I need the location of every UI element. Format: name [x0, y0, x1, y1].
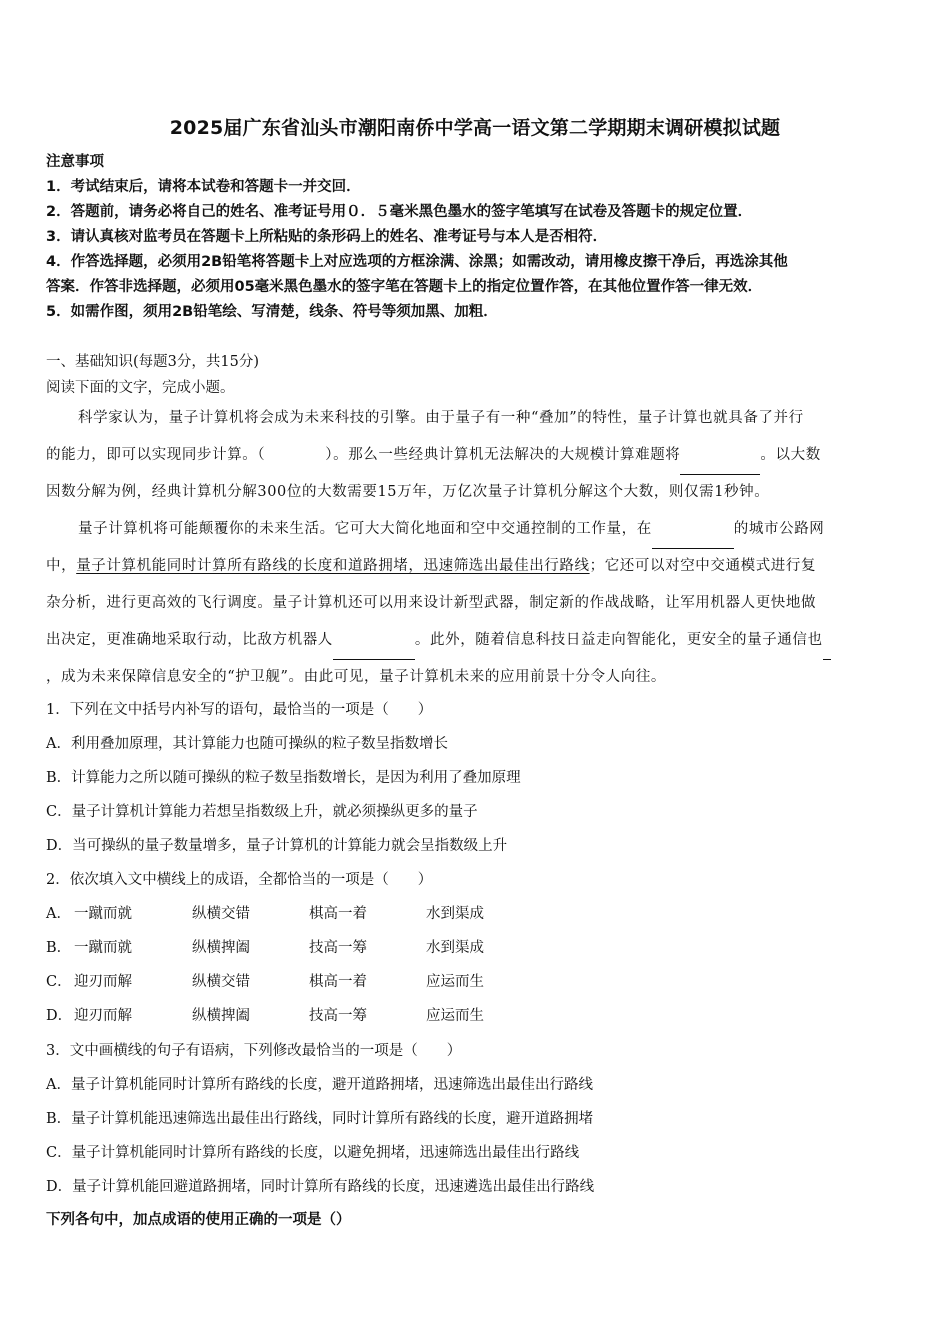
section-heading: 一、基础知识(每题3分，共15分) — [46, 354, 259, 370]
option-word: 纵横捭阖 — [192, 940, 250, 956]
option-label: A． — [46, 906, 71, 922]
fill-blank — [652, 511, 734, 549]
option-word: 纵横交错 — [192, 906, 250, 922]
option[interactable] — [46, 965, 906, 999]
page-title: 2025届广东省汕头市潮阳南侨中学高一语文第二学期期末调研模拟试题 — [169, 117, 781, 139]
question-2 — [46, 863, 906, 1033]
passage-line — [46, 437, 906, 474]
option[interactable]: B．计算能力之所以随可操纵的粒子数呈指数增长，是因为利用了叠加原理 — [46, 770, 521, 786]
passage-line — [46, 622, 906, 659]
question-3 — [46, 1034, 906, 1204]
passage-text: 中， — [46, 558, 77, 574]
question-stem: 1．下列在文中括号内补写的语句，最恰当的一项是（ ） — [46, 702, 433, 718]
option-label: B． — [46, 940, 72, 956]
option-word: 应运而生 — [426, 1008, 484, 1024]
fill-blank — [333, 622, 415, 660]
passage-text: 的城市公路网 — [733, 521, 825, 537]
option[interactable]: A．量子计算机能同时计算所有路线的长度，避开道路拥堵，迅速筛选出最佳出行路线 — [46, 1077, 593, 1093]
passage-line: ，成为未来保障信息安全的“护卫舰”。由此可见，量子计算机未来的应用前景十分令人向往。 — [46, 669, 667, 685]
passage-line: 科学家认为，量子计算机将会成为未来科技的引擎。由于量子有一种“叠加”的特性，量子计算也就具备了并行 — [78, 410, 804, 426]
option-word: 纵横交错 — [192, 974, 250, 990]
passage-text: 。此外，随着信息科技日益走向智能化，更安全的量子通信也 — [414, 632, 823, 648]
passage-text: 。以大数 — [760, 447, 821, 463]
fill-blank — [823, 622, 831, 660]
passage-line — [46, 548, 906, 585]
option-word: 水到渠成 — [426, 940, 484, 956]
notice-block — [46, 150, 906, 325]
option[interactable]: D．量子计算机能回避道路拥堵，同时计算所有路线的长度，迅速遴选出最佳出行路线 — [46, 1179, 595, 1195]
passage — [46, 400, 906, 696]
option-word: 迎刃而解 — [74, 974, 132, 990]
passage-line: 因数分解为例，经典计算机分解300位的大数需要15万年，万亿次量子计算机分解这个大数，则仅需1秒钟。 — [46, 484, 770, 500]
passage-text: 的能力，即可以实现同步计算。（ — [46, 447, 266, 463]
option-label: C． — [46, 974, 72, 990]
notice-item: 1．考试结束后，请将本试卷和答题卡一并交回． — [46, 179, 361, 195]
notice-item: 4．作答选择题，必须用2B铅笔将答题卡上对应选项的方框涂满、涂黑；如需改动，请用橡皮擦干净后，再选涂其他 — [46, 254, 788, 270]
question-1 — [46, 693, 906, 863]
option[interactable]: A．利用叠加原理，其计算能力也随可操纵的粒子数呈指数增长 — [46, 736, 448, 752]
passage-text: ；它还可以对空中交通模式进行复 — [589, 558, 817, 574]
option[interactable]: D．当可操纵的量子数量增多，量子计算机的计算能力就会呈指数级上升 — [46, 838, 508, 854]
question-stem: 3．文中画横线的句子有语病，下列修改最恰当的一项是（ ） — [46, 1043, 462, 1059]
option-word: 迎刃而解 — [74, 1008, 132, 1024]
option-word: 棋高一着 — [309, 906, 367, 922]
option[interactable]: B．量子计算机能迅速筛选出最佳出行路线，同时计算所有路线的长度，避开道路拥堵 — [46, 1111, 594, 1127]
passage-line — [46, 511, 906, 548]
fill-blank — [680, 437, 760, 475]
option[interactable]: C．量子计算机计算能力若想呈指数级上升，就必须操纵更多的量子 — [46, 804, 478, 820]
notice-item: 答案．作答非选择题，必须用05毫米黑色墨水的签字笔在答题卡上的指定位置作答，在其他位置作答一律无效． — [46, 279, 763, 295]
passage-line: 杂分析，进行更高效的飞行调度。量子计算机还可以用来设计新型武器，制定新的作战战略，让军用机器人更快地做 — [46, 595, 817, 611]
notice-heading: 注意事项 — [46, 154, 104, 170]
option-word: 技高一筹 — [309, 940, 367, 956]
option-word: 应运而生 — [426, 974, 484, 990]
underlined-sentence: 量子计算机能同时计算所有路线的长度和道路拥堵，迅速筛选出最佳出行路线 — [76, 558, 590, 574]
notice-item: 2．答题前，请务必将自己的姓名、准考证号用０．５毫米黑色墨水的签字笔填写在试卷及答题卡的规定位置． — [46, 204, 753, 220]
option[interactable] — [46, 931, 906, 965]
option-word: 棋高一着 — [309, 974, 367, 990]
passage-text: 出决定，更准确地采取行动，比敌方机器人 — [46, 632, 333, 648]
option[interactable] — [46, 999, 906, 1033]
option-label: D． — [46, 1008, 73, 1024]
passage-text: 量子计算机将可能颠覆你的未来生活。它可大大简化地面和空中交通控制的工作量，在 — [78, 521, 652, 537]
passage-text: ）。那么一些经典计算机无法解决的大规模计算难题将 — [325, 447, 681, 463]
question-stem: 2．依次填入文中横线上的成语，全都恰当的一项是（ ） — [46, 872, 433, 888]
option-word: 纵横捭阖 — [192, 1008, 250, 1024]
question-4-stem: 下列各句中，加点成语的使用正确的一项是（） — [46, 1212, 351, 1228]
notice-item: 3．请认真核对监考员在答题卡上所粘贴的条形码上的姓名、准考证号与本人是否相符． — [46, 229, 608, 245]
option-word: 水到渠成 — [426, 906, 484, 922]
option[interactable] — [46, 897, 906, 931]
option[interactable]: C．量子计算机能同时计算所有路线的长度，以避免拥堵，迅速筛选出最佳出行路线 — [46, 1145, 580, 1161]
option-word: 一蹴而就 — [74, 906, 132, 922]
option-word: 一蹴而就 — [74, 940, 132, 956]
notice-item: 5．如需作图，须用2B铅笔绘、写清楚，线条、符号等须加黑、加粗． — [46, 304, 498, 320]
section-intro: 阅读下面的文字，完成小题。 — [46, 380, 235, 396]
option-word: 技高一筹 — [309, 1008, 367, 1024]
